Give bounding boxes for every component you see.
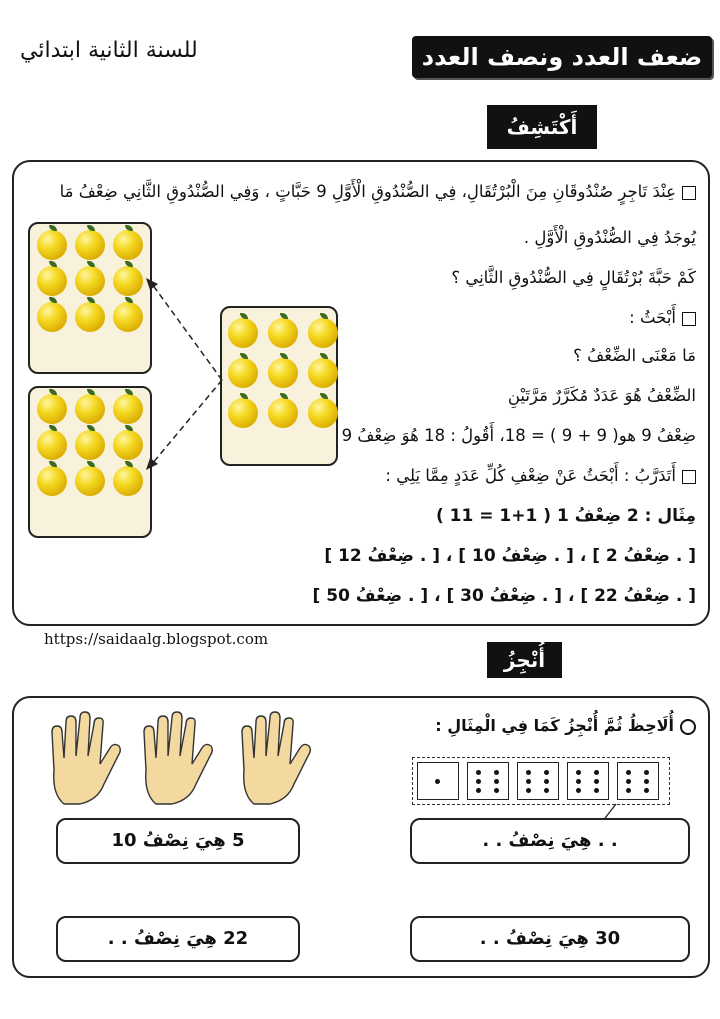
- orange-icon: [37, 394, 67, 424]
- orange-icon: [75, 230, 105, 260]
- checkbox-icon: [682, 470, 696, 484]
- practice-instruction-line: أُلَاحِظُ ثُمَّ أُنْجِزُ كَمَا فِي الْمِثَالِ :: [435, 716, 696, 735]
- practice-instruction: أَتَدَرَّبُ : أَبْحَثُ عَنْ ضِعْفِ كُلِّ عَدَدٍ مِمَّا يَلِي :: [385, 466, 696, 485]
- grade-label: للسنة الثانية ابتدائي: [20, 38, 198, 63]
- discover-label: أَكْتَشِفُ: [487, 105, 597, 149]
- dot: [494, 779, 499, 784]
- orange-icon: [37, 302, 67, 332]
- dot: [476, 779, 481, 784]
- orange-icon: [37, 430, 67, 460]
- orange-icon: [75, 466, 105, 496]
- checkbox-icon: [682, 312, 696, 326]
- first-box: [220, 306, 338, 466]
- dot-cell: [517, 762, 559, 800]
- orange-icon: [75, 394, 105, 424]
- dot: [526, 779, 531, 784]
- dot: [576, 779, 581, 784]
- orange-icon: [228, 398, 258, 428]
- definition-line: الضِّعْفُ هُوَ عَدَدٌ مُكَرَّرٌ مَرَّتَيْنِ: [507, 386, 696, 405]
- lesson-title: ضعف العدد ونصف العدد: [412, 36, 712, 78]
- circle-bullet-icon: [680, 719, 696, 735]
- dot: [544, 770, 549, 775]
- orange-icon: [268, 398, 298, 428]
- dot: [644, 770, 649, 775]
- dot: [494, 770, 499, 775]
- dot: [626, 788, 631, 793]
- dot: [594, 779, 599, 784]
- dot: [644, 779, 649, 784]
- research-line: أَبْحَثُ :: [629, 308, 696, 327]
- question-line: كَمْ حَبَّةَ بُرْتُقَالٍ فِي الصُّنْدُوقِ الثَّانِي ؟: [451, 268, 696, 287]
- orange-icon: [37, 230, 67, 260]
- dot: [544, 779, 549, 784]
- dot: [576, 788, 581, 793]
- exercise-row-2: [ . ضِعْفُ 22 ] ، [ . ضِعْفُ 30 ] ، [ . ضِعْفُ 50 ]: [312, 586, 696, 606]
- half-answer-box[interactable]: 5 هِيَ نِصْفُ 10: [56, 818, 300, 864]
- orange-icon: [113, 394, 143, 424]
- orange-icon: [113, 302, 143, 332]
- dot-cell: [567, 762, 609, 800]
- orange-icon: [113, 266, 143, 296]
- dot-cell: [617, 762, 659, 800]
- dot: [526, 770, 531, 775]
- second-box-top: [28, 222, 152, 374]
- hand-icon: [144, 712, 212, 804]
- exercise-row-1: [ . ضِعْفُ 2 ] ، [ . ضِعْفُ 10 ] ، [ . ضِعْفُ 12 ]: [324, 546, 696, 566]
- second-box-bottom: [28, 386, 152, 538]
- dot: [476, 788, 481, 793]
- orange-icon: [228, 358, 258, 388]
- dot: [594, 770, 599, 775]
- practice-label: أُنْجِزُ: [487, 642, 562, 678]
- dashed-arrows: [140, 270, 230, 480]
- orange-icon: [228, 318, 258, 348]
- orange-icon: [268, 358, 298, 388]
- dot: [544, 788, 549, 793]
- example-double-line: ضِعْفُ 9 هو( 9 + 9 ) = 18، أَقُولُ : 18 هُوَ ضِعْفُ 9: [341, 426, 696, 445]
- checkbox-icon: [682, 186, 696, 200]
- dot: [576, 770, 581, 775]
- hand-icon: [52, 712, 120, 804]
- orange-icon: [113, 230, 143, 260]
- orange-icon: [308, 358, 338, 388]
- dot: [626, 770, 631, 775]
- dot-cell: [417, 762, 459, 800]
- half-answer-box[interactable]: 22 هِيَ نِصْفُ . .: [56, 916, 300, 962]
- half-answer-box[interactable]: 30 هِيَ نِصْفُ . .: [410, 916, 690, 962]
- example-line: مِثَال : 2 ضِعْفُ 1 ( 1+1 = 11 ): [435, 506, 696, 526]
- dot: [435, 779, 440, 784]
- orange-icon: [75, 302, 105, 332]
- hand-icon: [242, 712, 310, 804]
- orange-icon: [37, 466, 67, 496]
- hands-illustration: [44, 710, 314, 810]
- dot-cell: [467, 762, 509, 800]
- orange-icon: [113, 466, 143, 496]
- dot: [526, 788, 531, 793]
- orange-icon: [308, 318, 338, 348]
- orange-icon: [75, 266, 105, 296]
- dot: [594, 788, 599, 793]
- dot-strip: [412, 757, 670, 805]
- orange-icon: [113, 430, 143, 460]
- dot: [626, 779, 631, 784]
- source-url[interactable]: https://saidaalg.blogspot.com: [44, 630, 269, 648]
- dot: [494, 788, 499, 793]
- dot: [644, 788, 649, 793]
- problem-line-2: يُوجَدُ فِي الصُّنْدُوقِ الْأَوَّلِ .: [523, 228, 696, 247]
- orange-icon: [308, 398, 338, 428]
- orange-icon: [268, 318, 298, 348]
- dot: [476, 770, 481, 775]
- problem-line-1: عِنْدَ تَاجِرٍ صُنْدُوقَانِ مِنَ الْبُرْتُقَالِ، فِي الصُّنْدُوقِ الْأَوَّلِ 9 حَبَّاتٍ ، وَفِي الصُّنْدُوقِ الثَّانِي ضِعْفُ مَا: [60, 182, 696, 201]
- orange-icon: [37, 266, 67, 296]
- half-answer-box[interactable]: . . هِيَ نِصْفُ . .: [410, 818, 690, 864]
- meaning-question: مَا مَعْنَى الضِّعْفُ ؟: [573, 346, 696, 365]
- orange-icon: [75, 430, 105, 460]
